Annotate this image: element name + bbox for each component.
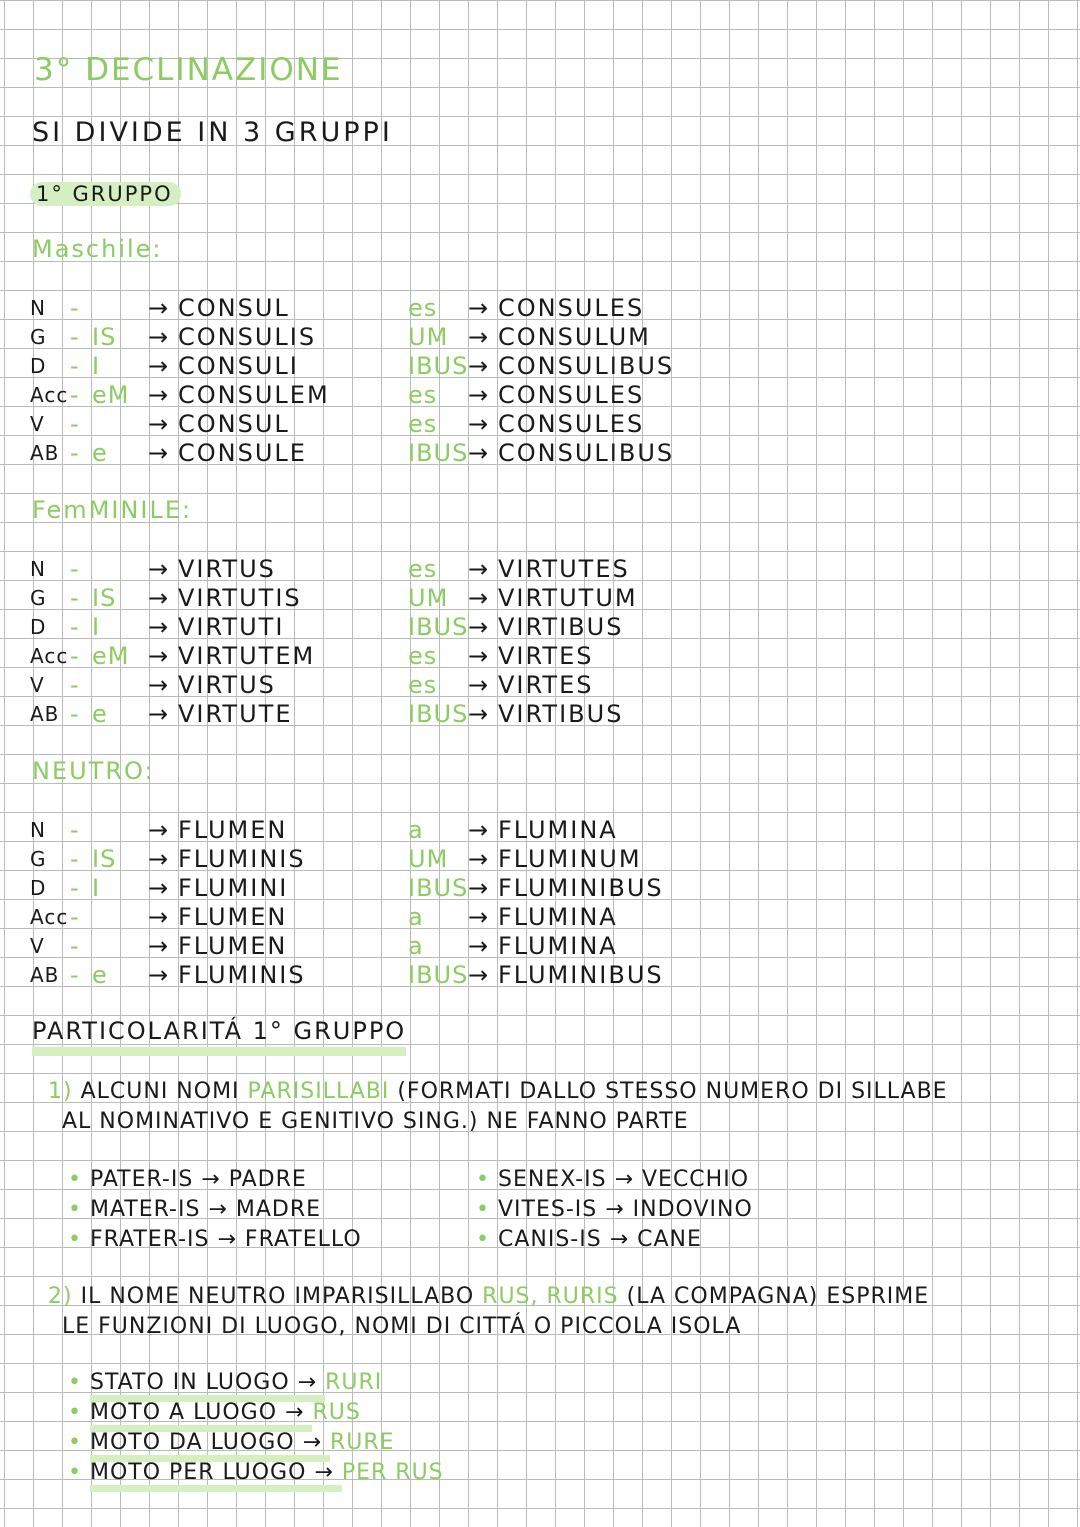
plural-ending: a [408,816,424,844]
case-label: V [30,934,45,958]
bullet: • [68,1460,82,1485]
plural-ending: es [408,410,438,438]
arrow: → [468,671,490,699]
luogo-value: RURI [325,1370,383,1395]
case-dash: - [70,352,80,380]
singular-ending: IS [92,584,117,612]
plural-ending: es [408,555,438,583]
singular-form: FLUMINI [178,874,289,902]
arrow: → [468,874,490,902]
singular-ending: e [92,700,108,728]
arrow: → [148,584,170,612]
case-label: AB [30,441,60,465]
singular-ending: eM [92,381,130,409]
point1-examples-right [476,1165,753,1255]
page-title: 3° DECLINAZIONE [34,52,343,88]
arrow: → [468,410,490,438]
arrow: → [148,352,170,380]
plural-ending: es [408,294,438,322]
plural-ending: IBUS [408,961,469,989]
plural-form: FLUMINIBUS [498,874,664,902]
luogo-label: STATO IN LUOGO → [90,1370,325,1402]
plural-ending: IBUS [408,700,469,728]
arrow: → [148,439,170,467]
luogo-value: PER RUS [341,1460,444,1485]
point2-text-b: (LA COMPAGNA) ESPRIME [626,1284,930,1309]
subtitle: SI DIVIDE IN 3 GRUPPI [32,117,393,148]
arrow: → [468,613,490,641]
example-item [68,1225,362,1255]
arrow: → [148,410,170,438]
bullet: • [476,1167,490,1192]
case-dash: - [70,932,80,960]
plural-form: FLUMINA [498,903,618,931]
example-text: VITES-IS → INDOVINO [497,1197,753,1222]
point2-items [68,1368,444,1488]
arrow: → [468,555,490,583]
singular-ending: IS [92,323,117,351]
arrow: → [148,323,170,351]
particolarita-heading: PARTICOLARITÁ 1° GRUPPO [32,1017,406,1056]
bullet: • [68,1197,82,1222]
case-dash: - [70,845,80,873]
example-item [476,1225,753,1255]
luogo-value: RUS [312,1400,361,1425]
plural-form: CONSULES [498,410,645,438]
case-label: N [30,296,46,320]
case-dash: - [70,555,80,583]
plural-ending: es [408,671,438,699]
arrow: → [148,932,170,960]
arrow: → [468,903,490,931]
plural-form: VIRTIBUS [498,613,624,641]
bullet: • [68,1227,82,1252]
arrow: → [148,816,170,844]
case-label: Acc [30,644,69,668]
arrow: → [148,961,170,989]
plural-ending: UM [408,323,449,351]
plural-ending: a [408,903,424,931]
example-text: FRATER-IS → FRATELLO [89,1227,362,1252]
case-dash: - [70,381,80,409]
singular-form: CONSULIS [178,323,317,351]
arrow: → [148,555,170,583]
example-text: MATER-IS → MADRE [89,1197,322,1222]
point1-number: 1) [48,1079,73,1104]
case-label: Acc [30,905,69,929]
singular-form: FLUMEN [178,903,288,931]
case-label: D [30,354,47,378]
arrow: → [468,439,490,467]
plural-form: CONSULIBUS [498,352,675,380]
case-dash: - [70,700,80,728]
singular-form: FLUMEN [178,932,288,960]
singular-ending: eM [92,642,130,670]
singular-form: VIRTUTE [178,700,293,728]
singular-ending: e [92,961,108,989]
arrow: → [148,700,170,728]
bullet: • [476,1227,490,1252]
plural-form: FLUMINIBUS [498,961,664,989]
case-label: AB [30,963,60,987]
plural-form: VIRTES [498,671,594,699]
bullet: • [68,1370,82,1395]
plural-ending: es [408,381,438,409]
case-dash: - [70,874,80,902]
example-text: CANIS-IS → CANE [497,1227,702,1252]
point1-line2: AL NOMINATIVO E GENITIVO SING.) NE FANNO PARTE [62,1109,689,1134]
plural-ending: UM [408,584,449,612]
plural-form: VIRTIBUS [498,700,624,728]
luogo-item [68,1398,444,1428]
arrow: → [148,671,170,699]
plural-ending: a [408,932,424,960]
singular-form: CONSULEM [178,381,330,409]
example-item [476,1165,753,1195]
plural-form: CONSULUM [498,323,651,351]
singular-ending: I [92,352,101,380]
arrow: → [148,642,170,670]
plural-form: FLUMINA [498,932,618,960]
luogo-label: MOTO A LUOGO → [90,1400,312,1432]
arrow: → [468,961,490,989]
case-dash: - [70,642,80,670]
plural-ending: IBUS [408,874,469,902]
luogo-item [68,1458,444,1488]
bullet: • [476,1197,490,1222]
singular-form: CONSUL [178,410,290,438]
singular-form: CONSULE [178,439,307,467]
case-dash: - [70,294,80,322]
point2-text-a: IL NOME NEUTRO IMPARISILLABO [80,1284,475,1309]
plural-form: VIRTUTUM [498,584,638,612]
example-text: PATER-IS → PADRE [89,1167,307,1192]
plural-form: CONSULES [498,294,645,322]
case-dash: - [70,671,80,699]
point1-text-a: ALCUNI NOMI [80,1079,240,1104]
plural-form: FLUMINA [498,816,618,844]
case-dash: - [70,584,80,612]
arrow: → [468,642,490,670]
case-label: AB [30,702,60,726]
case-dash: - [70,323,80,351]
singular-form: FLUMINIS [178,845,306,873]
singular-form: CONSULI [178,352,299,380]
arrow: → [468,323,490,351]
case-label: V [30,673,45,697]
plural-form: VIRTES [498,642,594,670]
case-label: G [30,325,47,349]
case-dash: - [70,439,80,467]
case-dash: - [70,410,80,438]
arrow: → [468,932,490,960]
point1-highlight: PARISILLABI [247,1079,390,1104]
point2-number: 2) [48,1284,73,1309]
arrow: → [468,584,490,612]
singular-ending: e [92,439,108,467]
arrow: → [468,381,490,409]
point1-line1 [48,1077,948,1107]
group-heading-label: 1° GRUPPO [30,182,181,206]
plural-form: CONSULES [498,381,645,409]
arrow: → [148,845,170,873]
singular-ending: I [92,613,101,641]
case-dash: - [70,816,80,844]
case-label: N [30,557,46,581]
case-label: V [30,412,45,436]
example-item [476,1195,753,1225]
case-dash: - [70,613,80,641]
case-label: N [30,818,46,842]
arrow: → [148,903,170,931]
singular-ending: IS [92,845,117,873]
luogo-label: MOTO PER LUOGO → [90,1460,342,1492]
case-label: G [30,847,47,871]
point2-highlight: RUS, RURIS [482,1284,619,1309]
plural-form: CONSULIBUS [498,439,675,467]
singular-form: CONSUL [178,294,290,322]
luogo-item [68,1368,444,1398]
group-heading [30,182,181,206]
singular-form: VIRTUTIS [178,584,302,612]
arrow: → [148,381,170,409]
example-item [68,1195,362,1225]
singular-form: VIRTUTEM [178,642,316,670]
arrow: → [148,294,170,322]
case-dash: - [70,903,80,931]
luogo-label: MOTO DA LUOGO → [90,1430,330,1462]
plural-ending: UM [408,845,449,873]
bullet: • [68,1400,82,1425]
arrow: → [148,613,170,641]
plural-ending: es [408,642,438,670]
case-label: D [30,615,47,639]
case-dash: - [70,961,80,989]
point1-examples-left [68,1165,362,1255]
point1-text-b: (FORMATI DALLO STESSO NUMERO DI SILLABE [397,1079,948,1104]
singular-form: VIRTUS [178,671,276,699]
plural-ending: IBUS [408,352,469,380]
case-label: Acc [30,383,69,407]
case-label: D [30,876,47,900]
plural-form: VIRTUTES [498,555,630,583]
plural-ending: IBUS [408,613,469,641]
arrow: → [148,874,170,902]
singular-form: FLUMINIS [178,961,306,989]
bullet: • [68,1167,82,1192]
arrow: → [468,352,490,380]
luogo-item [68,1428,444,1458]
singular-form: VIRTUS [178,555,276,583]
masculine-label: Maschile: [32,235,163,263]
singular-ending: I [92,874,101,902]
point2-line1 [48,1282,929,1312]
luogo-value: RURE [330,1430,395,1455]
plural-ending: IBUS [408,439,469,467]
point2-line2: LE FUNZIONI DI LUOGO, NOMI DI CITTÁ O PICCOLA ISOLA [62,1314,742,1339]
example-item [68,1165,362,1195]
plural-form: FLUMINUM [498,845,642,873]
singular-form: FLUMEN [178,816,288,844]
bullet: • [68,1430,82,1455]
case-label: G [30,586,47,610]
arrow: → [468,294,490,322]
feminine-label: FemMINILE: [32,496,193,524]
neuter-label: NEUTRO: [32,757,155,785]
arrow: → [468,845,490,873]
arrow: → [468,700,490,728]
example-text: SENEX-IS → VECCHIO [497,1167,750,1192]
singular-form: VIRTUTI [178,613,285,641]
arrow: → [468,816,490,844]
